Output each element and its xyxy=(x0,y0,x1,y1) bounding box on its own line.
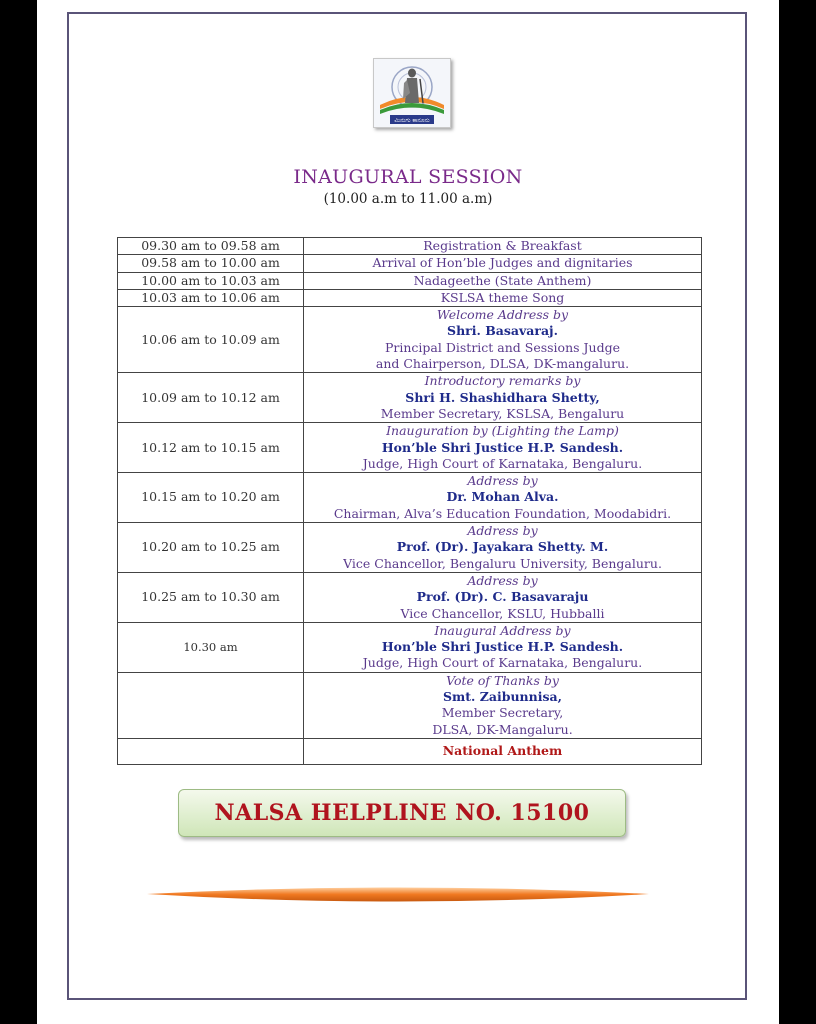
nalsa-helpline-banner: NALSA HELPLINE NO. 15100 xyxy=(178,789,626,837)
schedule-time xyxy=(118,738,304,764)
schedule-time xyxy=(118,672,304,738)
schedule-anthem-text: National Anthem xyxy=(442,742,563,758)
schedule-detail-text: DLSA, DK-Mangaluru. xyxy=(432,721,573,737)
schedule-row xyxy=(118,373,702,423)
schedule-time: 10.09 am to 10.12 am xyxy=(118,373,304,423)
schedule-detail-text: Member Secretary, xyxy=(441,705,564,721)
schedule-time: 10.12 am to 10.15 am xyxy=(118,423,304,473)
schedule-name-text: Dr. Mohan Alva. xyxy=(446,489,559,505)
schedule-row xyxy=(118,255,702,272)
schedule-detail-text: Judge, High Court of Karnataka, Bengaluru. xyxy=(362,455,643,471)
schedule-time: 10.00 am to 10.03 am xyxy=(118,272,304,289)
schedule-time: 10.03 am to 10.06 am xyxy=(118,289,304,306)
schedule-time: 10.25 am to 10.30 am xyxy=(118,572,304,622)
schedule-detail-text: Principal District and Sessions Judge xyxy=(385,339,620,355)
schedule-row xyxy=(118,622,702,672)
schedule-name-text: Prof. (Dr). C. Basavaraju xyxy=(416,589,589,605)
schedule-row xyxy=(118,473,702,523)
schedule-name-text: Shri H. Shashidhara Shetty, xyxy=(405,389,600,405)
schedule-time: 10.15 am to 10.20 am xyxy=(118,473,304,523)
schedule-role-text: Address by xyxy=(467,523,538,539)
schedule-description xyxy=(304,423,702,473)
session-title: INAUGURAL SESSION xyxy=(293,166,523,188)
schedule-description xyxy=(304,272,702,289)
schedule-body xyxy=(118,238,702,765)
session-time-range: (10.00 a.m to 11.00 a.m) xyxy=(323,191,493,207)
schedule-role-text: Introductory remarks by xyxy=(424,373,581,389)
schedule-row xyxy=(118,289,702,306)
schedule-description xyxy=(304,738,702,764)
schedule-row xyxy=(118,738,702,764)
schedule-detail-text: Vice Chancellor, Bengaluru University, Bengaluru. xyxy=(343,555,662,571)
schedule-detail-text: Registration & Breakfast xyxy=(423,238,582,253)
schedule-description xyxy=(304,255,702,272)
decorative-divider xyxy=(147,883,649,907)
schedule-detail-text: Nadageethe (State Anthem) xyxy=(413,272,592,288)
schedule-detail-text: Member Secretary, KSLSA, Bengaluru xyxy=(380,405,625,421)
schedule-row xyxy=(118,423,702,473)
schedule-time: 10.30 am xyxy=(118,622,304,672)
schedule-detail-text: Chairman, Alva’s Education Foundation, Moodabidri. xyxy=(333,505,672,521)
schedule-role-text: Vote of Thanks by xyxy=(446,672,559,688)
schedule-description xyxy=(304,523,702,573)
schedule-detail-text: Vice Chancellor, KSLU, Hubballi xyxy=(400,605,605,621)
schedule-description xyxy=(304,373,702,423)
schedule-role-text: Inaugural Address by xyxy=(434,622,571,638)
schedule-row xyxy=(118,307,702,373)
schedule-table xyxy=(117,237,702,765)
schedule-description xyxy=(304,238,702,255)
schedule-description xyxy=(304,307,702,373)
schedule-name-text: Shri. Basavaraj. xyxy=(447,323,558,339)
schedule-row xyxy=(118,523,702,573)
schedule-row xyxy=(118,272,702,289)
schedule-name-text: Hon’ble Shri Justice H.P. Sandesh. xyxy=(381,639,624,655)
schedule-name-text: Smt. Zaibunnisa, xyxy=(443,689,562,705)
schedule-role-text: Welcome Address by xyxy=(436,307,569,323)
schedule-description xyxy=(304,672,702,738)
schedule-detail-text: Arrival of Hon’ble Judges and dignitaries xyxy=(372,255,633,271)
schedule-description xyxy=(304,622,702,672)
schedule-role-text: Inauguration by (Lighting the Lamp) xyxy=(386,423,619,439)
kslsa-logo xyxy=(373,58,451,128)
schedule-time: 09.58 am to 10.00 am xyxy=(118,255,304,272)
schedule-name-text: Hon’ble Shri Justice H.P. Sandesh. xyxy=(381,439,624,455)
schedule-detail-text: and Chairperson, DLSA, DK-mangaluru. xyxy=(375,356,630,372)
schedule-time: 10.20 am to 10.25 am xyxy=(118,523,304,573)
schedule-name-text: Prof. (Dr). Jayakara Shetty. M. xyxy=(396,539,609,555)
schedule-description xyxy=(304,572,702,622)
schedule-role-text: Address by xyxy=(467,473,538,489)
schedule-description xyxy=(304,473,702,523)
schedule-detail-text: Judge, High Court of Karnataka, Bengaluru. xyxy=(362,655,643,671)
logo-caption: ಮಿನುಗು ಕಾನೂನು xyxy=(394,117,430,124)
schedule-time: 09.30 am to 09.58 am xyxy=(118,238,304,255)
schedule-detail-text: KSLSA theme Song xyxy=(440,289,565,305)
schedule-time: 10.06 am to 10.09 am xyxy=(118,307,304,373)
schedule-row xyxy=(118,572,702,622)
schedule-role-text: Address by xyxy=(467,572,538,588)
schedule-row xyxy=(118,238,702,255)
schedule-description xyxy=(304,289,702,306)
document-page xyxy=(37,0,779,1024)
schedule-row xyxy=(118,672,702,738)
